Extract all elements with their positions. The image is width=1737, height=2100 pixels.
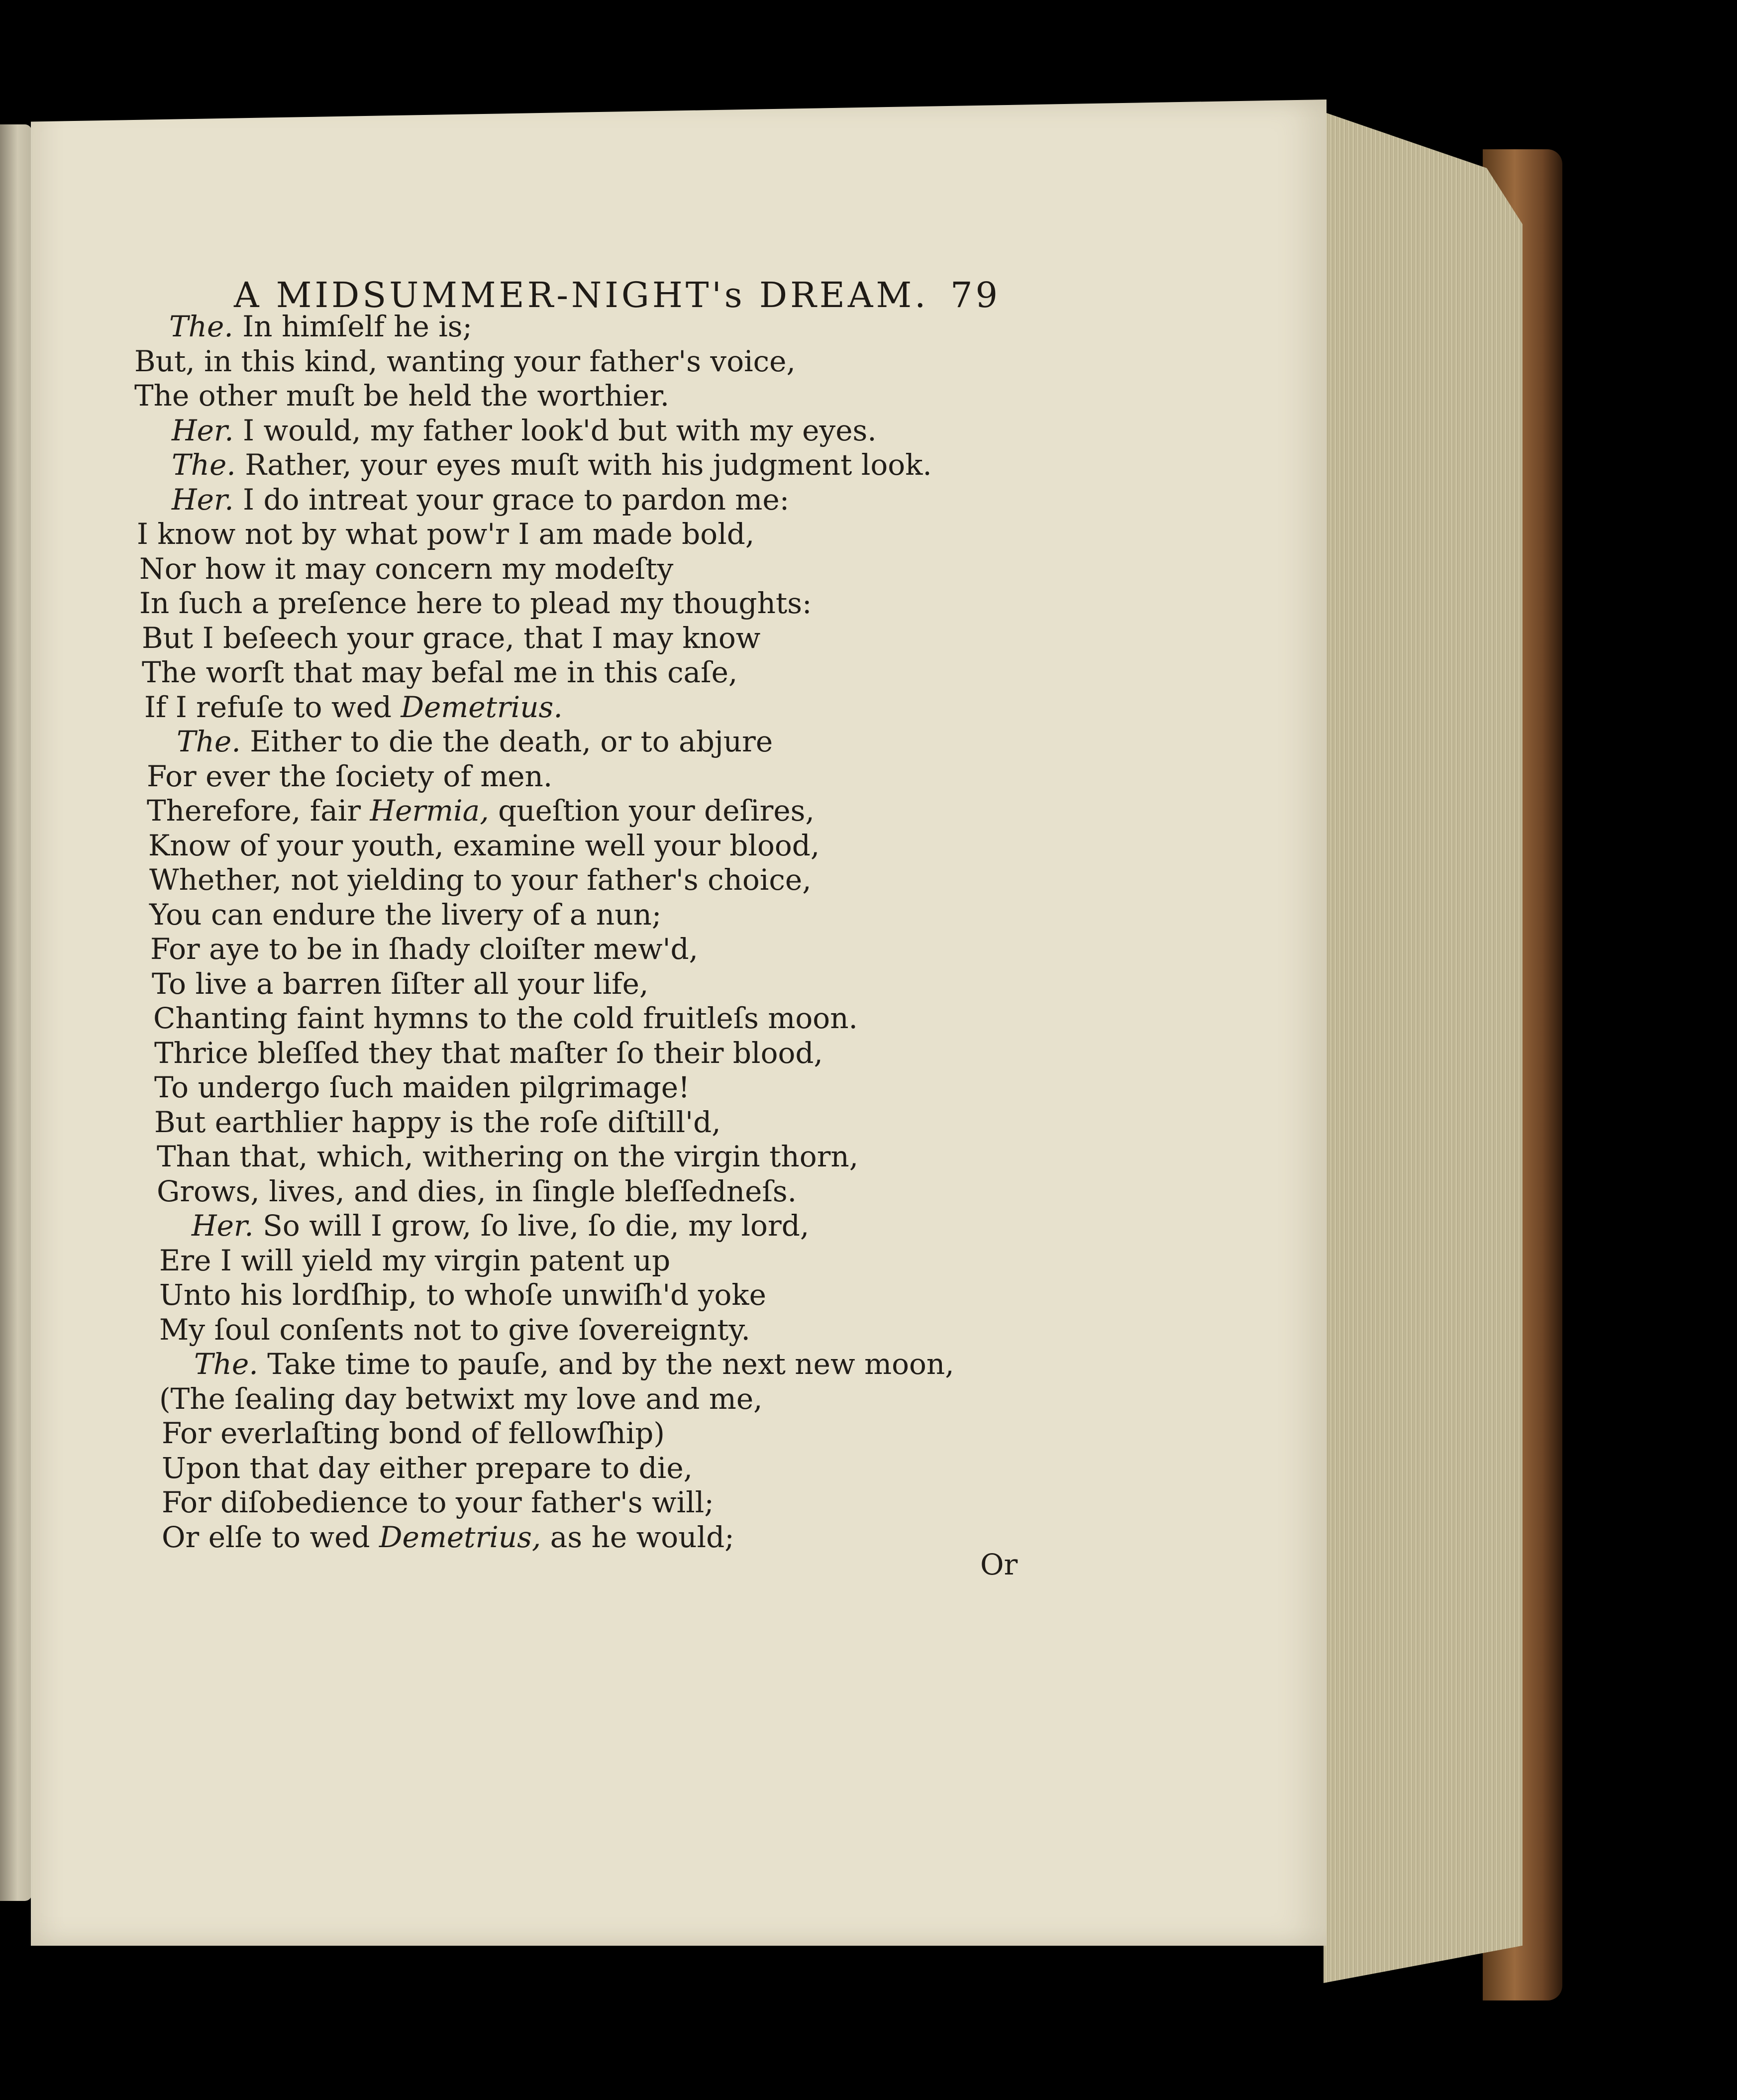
verse-line [134,448,1010,483]
line-text: Therefore, fair [147,794,370,828]
line-text: Take time to pauſe, and by the next new moon, [258,1347,954,1381]
verse-line [134,1416,1010,1451]
line-text: Chanting faint hymns to the cold fruitleſs moon. [153,1001,858,1035]
line-text: Whether, not yielding to your father's choice, [149,863,812,897]
verse-line [134,1174,1010,1209]
speaker-name: The. [177,725,241,758]
verse-line [134,310,1010,344]
line-text: as he would; [541,1520,734,1554]
verse-line [134,621,1010,656]
verse-line [134,1105,1010,1140]
speaker-name: The. [169,310,233,343]
line-text: My ſoul conſents not to give ſovereignty. [159,1312,750,1347]
line-text: For aye to be in ſhady cloiſter mew'd, [150,932,699,966]
line-text: For ever the ſociety of men. [147,759,553,793]
line-text: Nor how it may concern my modeſty [139,551,674,586]
verse-line [134,967,1010,1002]
verse-line [134,1347,1010,1382]
speaker-name: The. [194,1347,258,1381]
line-text: Rather, your eyes muſt with his judgment look. [235,448,932,482]
verse-line [134,586,1010,621]
line-text: Than that, which, withering on the virgin thorn, [157,1140,859,1173]
catchword: Or [980,1548,1018,1581]
line-text: If I refuſe to wed [144,690,401,724]
verse-line [134,379,1010,414]
line-text: I know not by what pow'r I am made bold, [137,517,755,551]
verse-line [134,517,1010,552]
verse-line [134,1070,1010,1105]
line-text: You can endure the livery of a nun; [149,897,662,932]
running-title: A MIDSUMMER-NIGHT's DREAM. [234,275,929,315]
verse-line [134,483,1010,518]
verse-line [134,1001,1010,1036]
italic-name: Demetrius, [379,1520,541,1554]
speaker-name: The. [172,448,236,482]
verse-line [134,552,1010,587]
facing-page-edge [0,124,32,1901]
line-text: In ſuch a preſence here to plead my thoughts: [139,586,812,620]
verse-line [134,1313,1010,1348]
verse-line [134,898,1010,933]
verse-line [134,759,1010,794]
line-text: Either to die the death, or to abjure [240,725,773,758]
verse-line [134,794,1010,829]
line-text: So will I grow, ſo live, ſo die, my lord, [253,1209,810,1243]
line-text: The worſt that may befal me in this caſe, [142,655,738,689]
verse-line [134,1209,1010,1244]
line-text: I do intreat your grace to pardon me: [233,482,790,517]
line-text: To live a barren ſiſter all your life, [152,966,649,1001]
verse-line [134,655,1010,690]
verse-line [134,1382,1010,1417]
italic-name: Demetrius. [401,690,563,724]
line-text: Upon that day either prepare to die, [162,1451,693,1485]
speaker-name: Her. [172,413,234,447]
speaker-name: Her. [172,482,234,517]
line-text: Unto his lordſhip, to whoſe unwiſh'd yoke [159,1278,766,1312]
verse-line [134,414,1010,448]
line-text: Know of your youth, examine well your blood, [148,828,820,862]
line-text: For everlaſting bond of fellowſhip) [162,1416,665,1450]
italic-name: Hermia, [370,794,489,828]
verse-line [134,863,1010,898]
line-text: Ere I will yield my virgin patent up [159,1243,671,1277]
line-text: But, in this kind, wanting your father's voice, [134,344,796,378]
line-text: But earthlier happy is the roſe diſtill'd, [154,1105,721,1139]
verse-line [134,344,1010,379]
verse-line [134,829,1010,863]
verse-text-block [134,310,1010,1555]
verse-line [134,1278,1010,1313]
line-text: To undergo ſuch maiden pilgrimage! [154,1070,690,1104]
line-text: I would, my father look'd but with my eyes. [233,413,877,447]
line-text: Thrice bleſſed they that maſter ſo their blood, [154,1036,823,1070]
verse-line [134,1036,1010,1071]
line-text: In himſelf he is; [233,310,473,343]
running-header [234,275,1001,315]
page-block-edges [1324,112,1523,1983]
line-text: Or elſe to wed [162,1520,380,1554]
line-text: For diſobedience to your father's will; [162,1485,714,1519]
line-text: The other muſt be held the worthier. [134,379,670,413]
line-text: Grows, lives, and dies, in ſingle bleſſedneſs. [157,1174,797,1208]
verse-line [134,725,1010,759]
verse-line [134,1485,1010,1520]
verse-line [134,1140,1010,1174]
verse-line [134,1520,1010,1555]
speaker-name: Her. [192,1209,254,1243]
page-number: 79 [950,275,1001,315]
line-text: But I beſeech your grace, that I may know [142,621,761,655]
verse-line [134,932,1010,967]
line-text: (The ſealing day betwixt my love and me, [159,1381,763,1416]
verse-line [134,1451,1010,1486]
line-text: queſtion your deſires, [489,794,815,828]
verse-line [134,1244,1010,1278]
verse-line [134,690,1010,725]
